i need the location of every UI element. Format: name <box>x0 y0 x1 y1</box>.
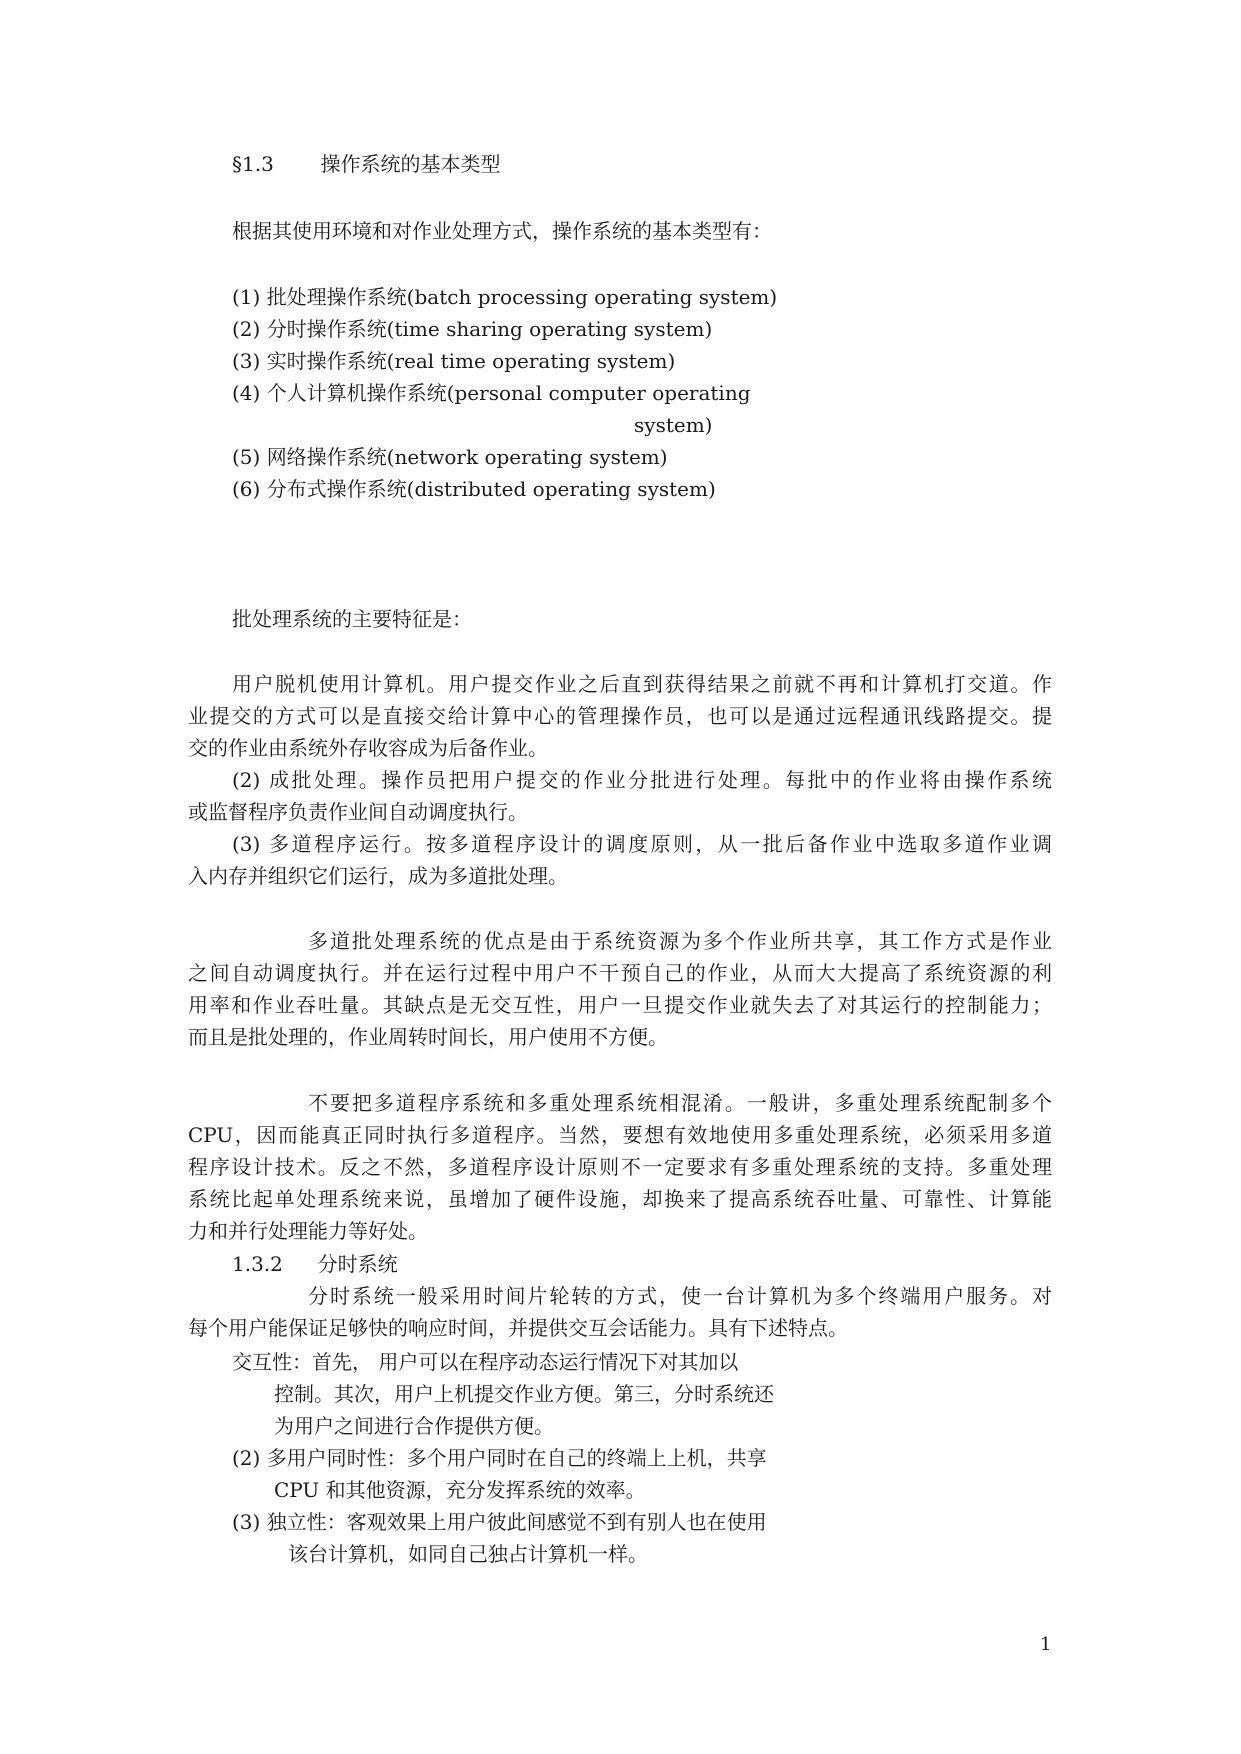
batch-heading: 批处理系统的主要特征是： <box>232 607 472 631</box>
paragraph-line: 程序设计技术。反之不然，多道程序设计原则不一定要求有多重处理系统的支持。多重处理 <box>188 1155 1052 1179</box>
feature-line: 为用户之间进行合作提供方便。 <box>274 1414 554 1438</box>
list-item: (6) 分布式操作系统(distributed operating system) <box>232 477 716 501</box>
paragraph-line: 入内存并组织它们运行，成为多道批处理。 <box>188 864 568 888</box>
subsection-title: 分时系统 <box>317 1252 398 1276</box>
feature-line: 该台计算机，如同自己独占计算机一样。 <box>288 1542 648 1566</box>
paragraph-line: CPU，因而能真正同时执行多道程序。当然，要想有效地使用多重处理系统，必须采用多道 <box>188 1123 1052 1147</box>
page-number: 1 <box>1040 1634 1052 1655</box>
paragraph-line: 不要把多道程序系统和多重处理系统相混淆。一般讲，多重处理系统配制多个 <box>308 1091 1052 1115</box>
feature-line: (2) 多用户同时性：多个用户同时在自己的终端上上机，共享 <box>232 1446 767 1470</box>
list-item: (2) 分时操作系统(time sharing operating system) <box>232 317 713 341</box>
paragraph-line: (2) 成批处理。操作员把用户提交的作业分批进行处理。每批中的作业将由操作系统 <box>232 768 1052 792</box>
list-item: (3) 实时操作系统(real time operating system) <box>232 349 676 373</box>
paragraph-line: 用率和作业吞吐量。其缺点是无交互性，用户一旦提交作业就失去了对其运行的控制能力； <box>188 993 1052 1017</box>
list-item: (5) 网络操作系统(network operating system) <box>232 445 668 469</box>
feature-line: 交互性：首先， 用户可以在程序动态运行情况下对其加以 <box>232 1350 739 1374</box>
intro-text: 根据其使用环境和对作业处理方式，操作系统的基本类型有： <box>232 219 772 243</box>
subsection-heading <box>232 1252 398 1278</box>
paragraph-line: 系统比起单处理系统来说，虽增加了硬件设施，却换来了提高系统吞吐量、可靠性、计算能 <box>188 1187 1052 1211</box>
paragraph-line: 而且是批处理的，作业周转时间长，用户使用不方便。 <box>188 1025 668 1049</box>
feature-line: CPU 和其他资源，充分发挥系统的效率。 <box>274 1478 646 1502</box>
feature-line: (3) 独立性：客观效果上用户彼此间感觉不到有别人也在使用 <box>232 1510 767 1534</box>
paragraph-line: 力和并行处理能力等好处。 <box>188 1219 428 1243</box>
feature-line: 控制。其次，用户上机提交作业方便。第三，分时系统还 <box>274 1382 774 1406</box>
paragraph-line: 业提交的方式可以是直接交给计算中心的管理操作员，也可以是通过远程通讯线路提交。提 <box>188 704 1052 728</box>
paragraph-line: (3) 多道程序运行。按多道程序设计的调度原则，从一批后备作业中选取多道作业调 <box>232 832 1052 856</box>
list-item-continuation: system) <box>634 413 713 437</box>
paragraph-line: 多道批处理系统的优点是由于系统资源为多个作业所共享，其工作方式是作业 <box>308 929 1052 953</box>
section-title: 操作系统的基本类型 <box>320 152 501 176</box>
subsection-number: 1.3.2 <box>232 1252 283 1276</box>
paragraph-line: 之间自动调度执行。并在运行过程中用户不干预自己的作业，从而大大提高了系统资源的利 <box>188 961 1052 985</box>
paragraph-line: 交的作业由系统外存收容成为后备作业。 <box>188 736 548 760</box>
section-heading <box>232 152 501 178</box>
list-item: (4) 个人计算机操作系统(personal computer operating <box>232 381 751 405</box>
section-number: §1.3 <box>232 152 274 176</box>
paragraph-line: 用户脱机使用计算机。用户提交作业之后直到获得结果之前就不再和计算机打交道。作 <box>232 672 1052 696</box>
paragraph-line: 或监督程序负责作业间自动调度执行。 <box>188 800 528 824</box>
list-item: (1) 批处理操作系统(batch processing operating system) <box>232 285 778 309</box>
paragraph-line: 分时系统一般采用时间片轮转的方式，使一台计算机为多个终端用户服务。对 <box>308 1284 1052 1308</box>
paragraph-line: 每个用户能保证足够快的响应时间，并提供交互会话能力。具有下述特点。 <box>188 1316 848 1340</box>
